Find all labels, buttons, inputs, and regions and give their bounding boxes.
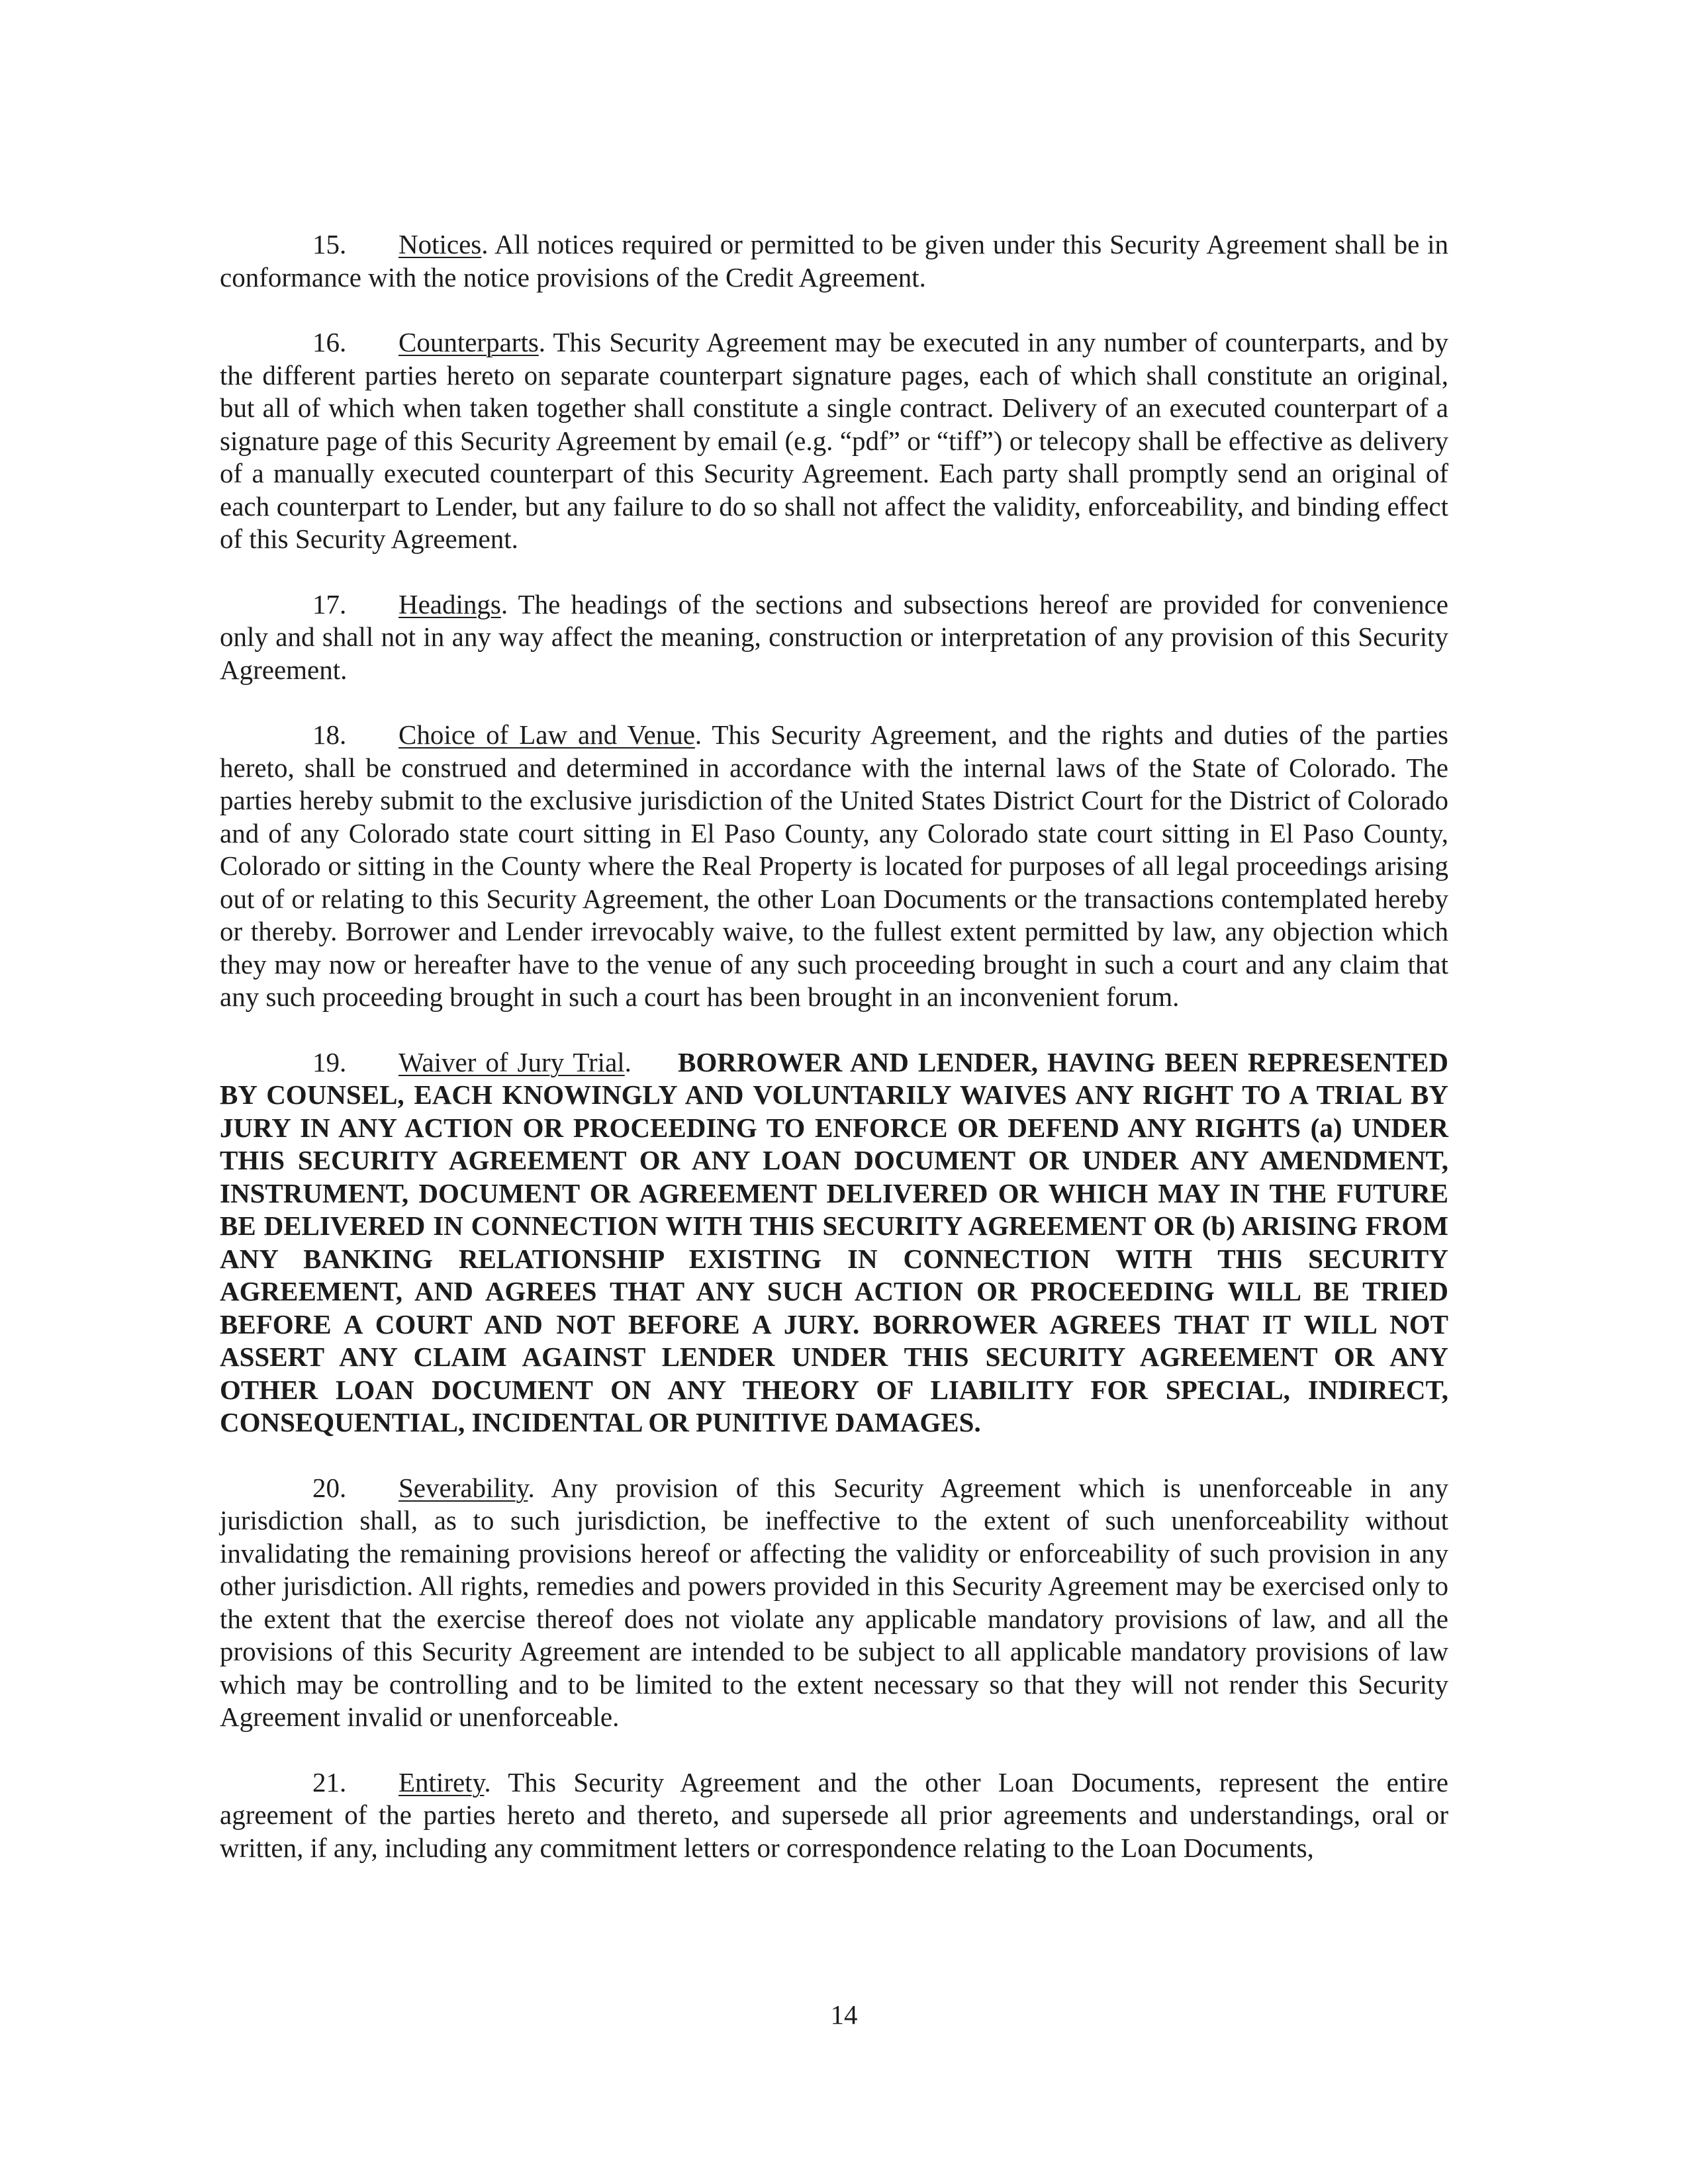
section-number: 17.: [312, 588, 347, 619]
section-number: 21.: [312, 1766, 347, 1797]
section-number: 20.: [312, 1472, 347, 1503]
section-20: [220, 1472, 1448, 1734]
section-heading: Counterparts: [399, 327, 539, 357]
jury-waiver-text: BORROWER AND LENDER, HAVING BEEN REPRESENTED BY COUNSEL, EACH KNOWINGLY AND VOLUNTARILY WAIVES ANY RIGHT TO A TRIAL BY JURY IN ANY ACTION OR PROCEEDING TO ENFORCE OR DEFEND ANY RIGHTS (a) UNDER THIS SECURITY AGREEMENT OR ANY LOAN DOCUMENT OR UNDER ANY AMENDMENT, INSTRUMENT, DOCUMENT OR AGREEMENT DELIVERED OR WHICH MAY IN THE FUTURE BE DELIVERED IN CONNECTION WITH THIS SECURITY AGREEMENT OR (b) ARISING FROM ANY BANKING RELATIONSHIP EXISTING IN CONNECTION WITH THIS SECURITY AGREEMENT, AND AGREES THAT ANY SUCH ACTION OR PROCEEDING WILL BE TRIED BEFORE A COURT AND NOT BEFORE A JURY. BORROWER AGREES THAT IT WILL NOT ASSERT ANY CLAIM AGAINST LENDER UNDER THIS SECURITY AGREEMENT OR ANY OTHER LOAN DOCUMENT ON ANY THEORY OF LIABILITY FOR SPECIAL, INDIRECT, CONSEQUENTIAL, INCIDENTAL OR PUNITIVE DAMAGES.: [220, 1046, 1448, 1437]
section-body: . All notices required or permitted to be given under this Security Agreement shall be in conformance with the notice provisions of the Credit Agreement.: [220, 229, 1448, 293]
section-19: [220, 1046, 1448, 1439]
section-body: . This Security Agreement and the other Loan Documents, represent the entire agreement of the parties hereto and thereto, and supersede all prior agreements and understandings, oral or written, if any, including any commitment letters or correspondence relating to the Loan Documents,: [220, 1766, 1448, 1863]
section-body: . The headings of the sections and subsections hereof are provided for convenience only and shall not in any way affect the meaning, construction or interpretation of any provision of this Security Agreement.: [220, 588, 1448, 685]
section-body: . Any provision of this Security Agreement which is unenforceable in any jurisdiction shall, as to such jurisdiction, be ineffective to the extent of such unenforceability without invalidating the remaining provisions hereof or affecting the validity or enforceability of such provision in any other jurisdiction. All rights, remedies and powers provided in this Security Agreement may be exercised only to the extent that the exercise thereof does not violate any applicable mandatory provisions of law, and all the provisions of this Security Agreement are intended to be subject to all applicable mandatory provisions of law which may be controlling and to be limited to the extent necessary so that they will not render this Security Agreement invalid or unenforceable.: [220, 1472, 1448, 1732]
section-heading: Entirety: [399, 1766, 485, 1797]
section-number: 18.: [312, 719, 347, 750]
section-21: [220, 1766, 1448, 1865]
section-body: .: [624, 1046, 632, 1077]
section-17: [220, 588, 1448, 687]
section-15: [220, 228, 1448, 294]
section-number: 16.: [312, 327, 347, 357]
section-number: 19.: [312, 1046, 347, 1077]
section-heading: Notices: [399, 229, 482, 259]
section-heading: Severability: [399, 1472, 528, 1503]
section-heading: Choice of Law and Venue: [399, 719, 695, 750]
document-body: [220, 228, 1448, 1897]
section-heading: Headings: [399, 588, 501, 619]
page-number: 14: [830, 1999, 858, 2030]
section-heading: Waiver of Jury Trial: [399, 1046, 625, 1077]
section-18: [220, 719, 1448, 1014]
section-body: . This Security Agreement, and the rights and duties of the parties hereto, shall be construed and determined in accordance with the internal laws of the State of Colorado. The parties hereby submit to the exclusive jurisdiction of the United States District Court for the District of Colorado and of any Colorado state court sitting in El Paso County, any Colorado state court sitting in El Paso County, Colorado or sitting in the County where the Real Property is located for purposes of all legal proceedings arising out of or relating to this Security Agreement, the other Loan Documents or the transactions contemplated hereby or thereby. Borrower and Lender irrevocably waive, to the fullest extent permitted by law, any objection which they may now or hereafter have to the venue of any such proceeding brought in such a court and any claim that any such proceeding brought in such a court has been brought in an inconvenient forum.: [220, 719, 1448, 1012]
section-body: . This Security Agreement may be executed in any number of counterparts, and by the different parties hereto on separate counterpart signature pages, each of which shall constitute an original, but all of which when taken together shall constitute a single contract. Delivery of an executed counterpart of a signature page of this Security Agreement by email (e.g. “pdf” or “tiff”) or telecopy shall be effective as delivery of a manually executed counterpart of this Security Agreement. Each party shall promptly send an original of each counterpart to Lender, but any failure to do so shall not affect the validity, enforceability, and binding effect of this Security Agreement.: [220, 327, 1448, 554]
section-number: 15.: [312, 229, 347, 259]
section-16: [220, 326, 1448, 556]
